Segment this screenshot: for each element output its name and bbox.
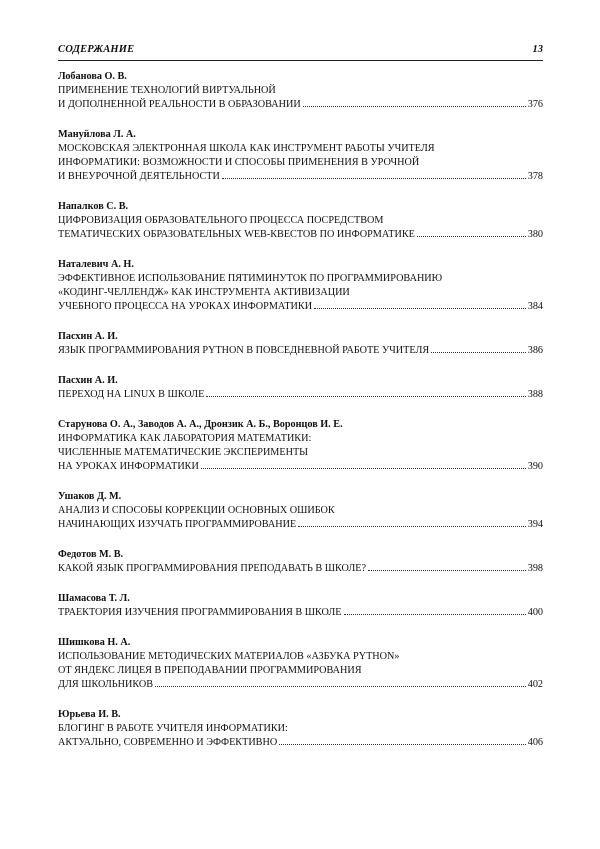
entry-page-number: 394 bbox=[527, 519, 543, 530]
entry-page-number: 380 bbox=[527, 229, 543, 240]
entry-title-line: ИНФОРМАТИКА КАК ЛАБОРАТОРИЯ МАТЕМАТИКИ: bbox=[58, 433, 312, 444]
toc-entry bbox=[58, 490, 543, 532]
table-of-contents bbox=[58, 70, 543, 766]
entry-author: Ушаков Д. М. bbox=[58, 491, 122, 502]
entry-title-text: УЧЕБНОГО ПРОЦЕССА НА УРОКАХ ИНФОРМАТИКИ bbox=[58, 301, 313, 312]
entry-author: Шамасова Т. Л. bbox=[58, 593, 130, 604]
entry-title-text: ТЕМАТИЧЕСКИХ ОБРАЗОВАТЕЛЬНЫХ WEB-КВЕСТОВ ПО ИНФОРМАТИКЕ bbox=[58, 229, 415, 240]
toc-entry bbox=[58, 636, 543, 692]
entry-title-text: ЯЗЫК ПРОГРАММИРОВАНИЯ PYTHON В ПОВСЕДНЕВНОЙ РАБОТЕ УЧИТЕЛЯ bbox=[58, 345, 430, 356]
entry-page-number: 400 bbox=[527, 607, 543, 618]
toc-entry bbox=[58, 418, 543, 474]
entry-author: Шишкова Н. А. bbox=[58, 637, 131, 648]
dot-leader bbox=[201, 468, 526, 469]
toc-entry bbox=[58, 708, 543, 750]
toc-entry bbox=[58, 258, 543, 314]
dot-leader bbox=[303, 106, 526, 107]
entry-page-number: 376 bbox=[527, 99, 543, 110]
entry-title-line: АНАЛИЗ И СПОСОБЫ КОРРЕКЦИИ ОСНОВНЫХ ОШИБОК bbox=[58, 505, 335, 516]
entry-title-line: ПРИМЕНЕНИЕ ТЕХНОЛОГИЙ ВИРТУАЛЬНОЙ bbox=[58, 85, 276, 96]
dot-leader bbox=[206, 396, 525, 397]
dot-leader bbox=[344, 614, 526, 615]
dot-leader bbox=[431, 352, 526, 353]
entry-title-last-line bbox=[58, 518, 543, 532]
dot-leader bbox=[155, 686, 526, 687]
entry-title-line: ИНФОРМАТИКИ: ВОЗМОЖНОСТИ И СПОСОБЫ ПРИМЕНЕНИЯ В УРОЧНОЙ bbox=[58, 157, 420, 168]
entry-title-last-line bbox=[58, 460, 543, 474]
entry-page-number: 402 bbox=[527, 679, 543, 690]
toc-entry bbox=[58, 548, 543, 576]
entry-title-text: ПЕРЕХОД НА LINUX В ШКОЛЕ bbox=[58, 389, 205, 400]
entry-title-last-line bbox=[58, 606, 543, 620]
toc-entry bbox=[58, 330, 543, 358]
entry-title-text: И ДОПОЛНЕННОЙ РЕАЛЬНОСТИ В ОБРАЗОВАНИИ bbox=[58, 99, 301, 110]
entry-page-number: 378 bbox=[527, 171, 543, 182]
entry-title-last-line bbox=[58, 678, 543, 692]
entry-title-line: «КОДИНГ-ЧЕЛЛЕНДЖ» КАК ИНСТРУМЕНТА АКТИВИЗАЦИИ bbox=[58, 287, 350, 298]
entry-author: Старунова О. А., Заводов А. А., Дронзик А. Б., Воронцов И. Е. bbox=[58, 419, 343, 430]
entry-page-number: 388 bbox=[527, 389, 543, 400]
entry-title-line: ЦИФРОВИЗАЦИЯ ОБРАЗОВАТЕЛЬНОГО ПРОЦЕССА ПОСРЕДСТВОМ bbox=[58, 215, 384, 226]
entry-title-text: И ВНЕУРОЧНОЙ ДЕЯТЕЛЬНОСТИ bbox=[58, 171, 220, 182]
header-title: СОДЕРЖАНИЕ bbox=[58, 44, 135, 55]
dot-leader bbox=[368, 570, 526, 571]
entry-page-number: 386 bbox=[527, 345, 543, 356]
entry-title-last-line bbox=[58, 300, 543, 314]
entry-author: Напалков С. В. bbox=[58, 201, 129, 212]
toc-entry bbox=[58, 374, 543, 402]
entry-title-line: БЛОГИНГ В РАБОТЕ УЧИТЕЛЯ ИНФОРМАТИКИ: bbox=[58, 723, 288, 734]
entry-title-line: ОТ ЯНДЕКС ЛИЦЕЯ В ПРЕПОДАВАНИИ ПРОГРАММИРОВАНИЯ bbox=[58, 665, 362, 676]
dot-leader bbox=[298, 526, 526, 527]
toc-entry bbox=[58, 592, 543, 620]
entry-title-text: ТРАЕКТОРИЯ ИЗУЧЕНИЯ ПРОГРАММИРОВАНИЯ В ШКОЛЕ bbox=[58, 607, 342, 618]
dot-leader bbox=[417, 236, 526, 237]
running-header bbox=[58, 44, 543, 61]
toc-entry bbox=[58, 128, 543, 184]
toc-entry bbox=[58, 70, 543, 112]
entry-author: Наталевич А. Н. bbox=[58, 259, 134, 270]
entry-title-text: НАЧИНАЮЩИХ ИЗУЧАТЬ ПРОГРАММИРОВАНИЕ bbox=[58, 519, 297, 530]
entry-title-line: ИСПОЛЬЗОВАНИЕ МЕТОДИЧЕСКИХ МАТЕРИАЛОВ «АЗБУКА PYTHON» bbox=[58, 651, 400, 662]
entry-title-text: АКТУАЛЬНО, СОВРЕМЕННО И ЭФФЕКТИВНО bbox=[58, 737, 278, 748]
entry-title-last-line bbox=[58, 228, 543, 242]
entry-author: Юрьева И. В. bbox=[58, 709, 121, 720]
entry-title-last-line bbox=[58, 98, 543, 112]
entry-title-line: МОСКОВСКАЯ ЭЛЕКТРОННАЯ ШКОЛА КАК ИНСТРУМЕНТ РАБОТЫ УЧИТЕЛЯ bbox=[58, 143, 435, 154]
entry-page-number: 406 bbox=[527, 737, 543, 748]
entry-title-line: ЧИСЛЕННЫЕ МАТЕМАТИЧЕСКИЕ ЭКСПЕРИМЕНТЫ bbox=[58, 447, 309, 458]
dot-leader bbox=[314, 308, 526, 309]
entry-author: Федотов М. В. bbox=[58, 549, 124, 560]
dot-leader bbox=[279, 744, 526, 745]
entry-title-last-line bbox=[58, 388, 543, 402]
entry-title-text: ДЛЯ ШКОЛЬНИКОВ bbox=[58, 679, 154, 690]
entry-title-text: НА УРОКАХ ИНФОРМАТИКИ bbox=[58, 461, 199, 472]
entry-page-number: 384 bbox=[527, 301, 543, 312]
entry-page-number: 398 bbox=[527, 563, 543, 574]
entry-author: Пасхин А. И. bbox=[58, 375, 118, 386]
entry-author: Мануйлова Л. А. bbox=[58, 129, 136, 140]
entry-title-last-line bbox=[58, 170, 543, 184]
entry-title-text: КАКОЙ ЯЗЫК ПРОГРАММИРОВАНИЯ ПРЕПОДАВАТЬ В ШКОЛЕ? bbox=[58, 563, 367, 574]
entry-page-number: 390 bbox=[527, 461, 543, 472]
entry-author: Лобанова О. В. bbox=[58, 71, 127, 82]
dot-leader bbox=[222, 178, 526, 179]
entry-title-line: ЭФФЕКТИВНОЕ ИСПОЛЬЗОВАНИЕ ПЯТИМИНУТОК ПО ПРОГРАММИРОВАНИЮ bbox=[58, 273, 443, 284]
entry-title-last-line bbox=[58, 562, 543, 576]
entry-title-last-line bbox=[58, 344, 543, 358]
header-page-number: 13 bbox=[532, 44, 543, 55]
entry-author: Пасхин А. И. bbox=[58, 331, 118, 342]
toc-entry bbox=[58, 200, 543, 242]
entry-title-last-line bbox=[58, 736, 543, 750]
